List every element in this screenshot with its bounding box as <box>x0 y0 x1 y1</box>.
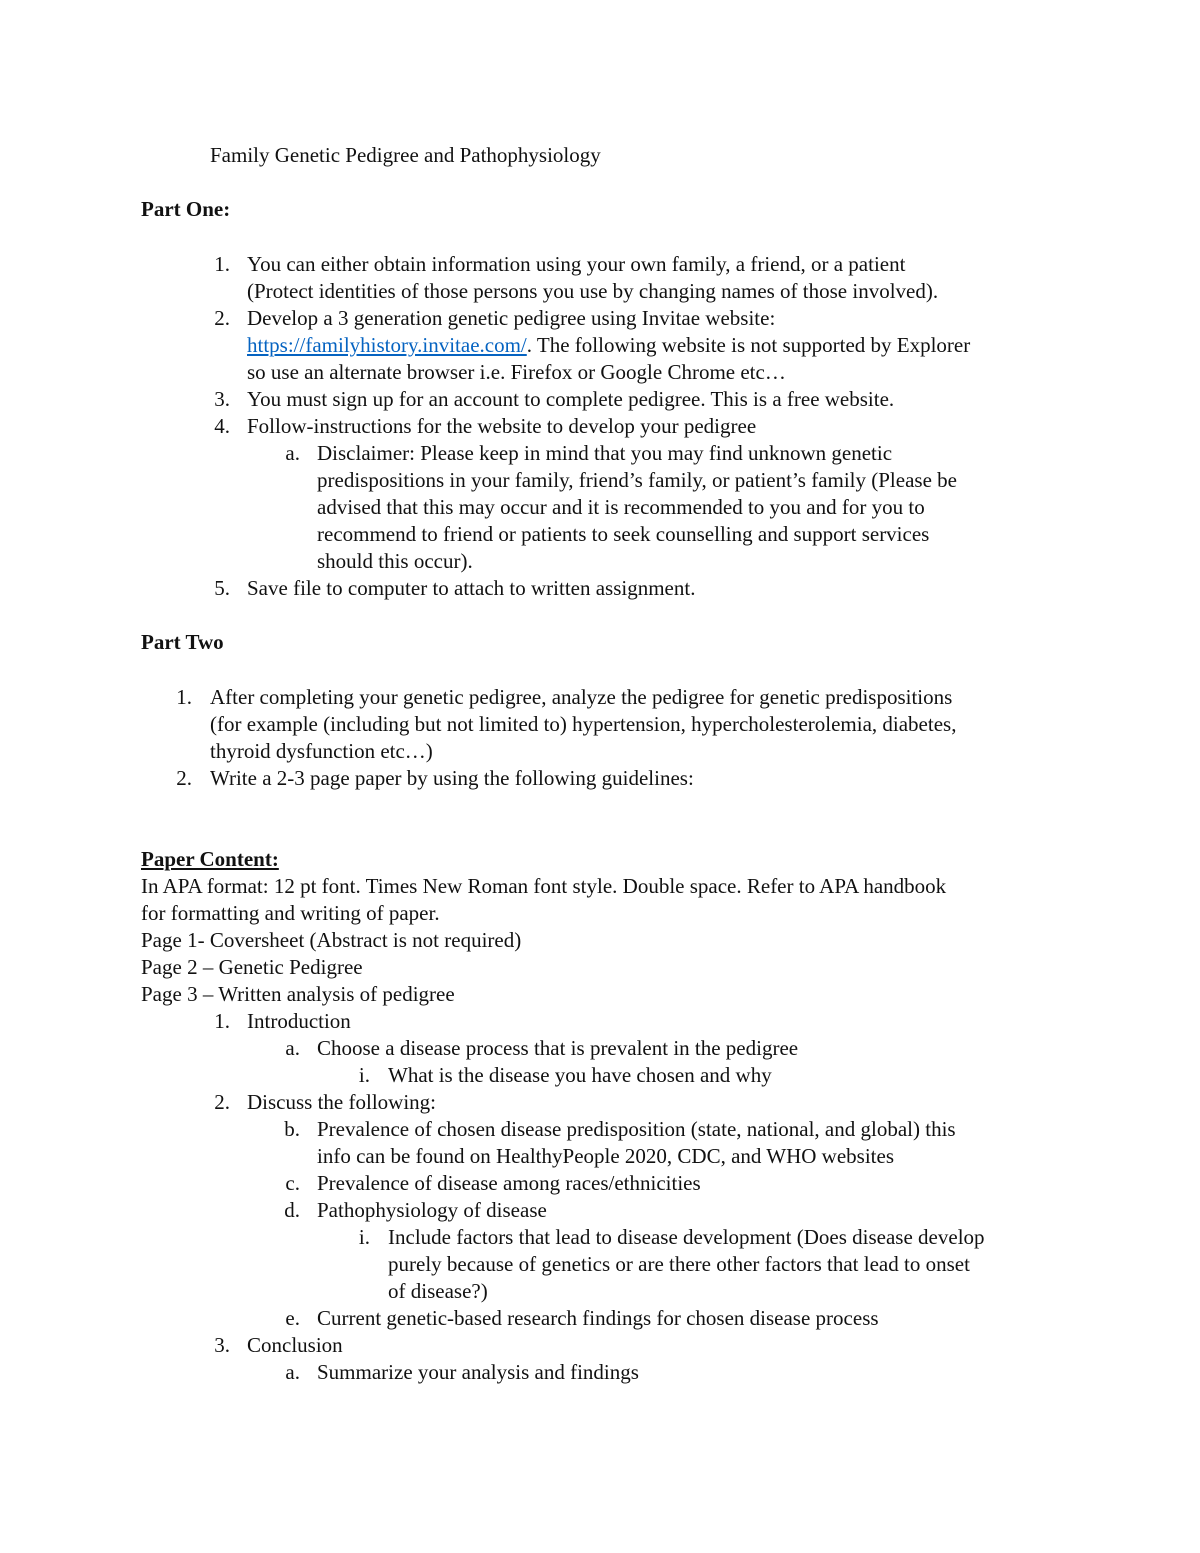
list-item-text: predispositions in your family, friend’s family, or patient’s family (Please be <box>317 468 957 492</box>
link-trailing-text: . The following website is not supported by Explorer <box>526 333 971 357</box>
outline-item: Conclusion <box>247 1333 343 1357</box>
sub-sub-list-numeral: i. <box>358 1063 370 1087</box>
paper-content-heading: Paper Content: <box>141 847 279 871</box>
list-number: 5. <box>214 576 230 600</box>
page-description: Page 3 – Written analysis of pedigree <box>141 982 455 1006</box>
list-item-text: (Protect identities of those persons you use by changing names of those involved). <box>247 279 939 303</box>
outline-item: Prevalence of chosen disease predisposition (state, national, and global) this <box>317 1117 956 1141</box>
format-text: for formatting and writing of paper. <box>141 901 440 925</box>
list-number: 2. <box>214 1090 230 1114</box>
list-item-text: You can either obtain information using your own family, a friend, or a patient <box>247 252 906 276</box>
part-one-heading: Part One: <box>141 197 231 221</box>
sub-list-letter: a. <box>285 441 300 465</box>
outline-item: info can be found on HealthyPeople 2020, CDC, and WHO websites <box>317 1144 895 1168</box>
list-item-text <box>247 332 970 359</box>
sub-list-letter: c. <box>285 1171 300 1195</box>
outline-item: Pathophysiology of disease <box>317 1198 547 1222</box>
outline-item: of disease?) <box>388 1279 488 1303</box>
sub-list-letter: a. <box>285 1360 300 1384</box>
outline-item: Current genetic-based research findings for chosen disease process <box>317 1306 879 1330</box>
outline-item: Choose a disease process that is prevalent in the pedigree <box>317 1036 799 1060</box>
list-item-text: Disclaimer: Please keep in mind that you may find unknown genetic <box>317 441 893 465</box>
sub-sub-list-numeral: i. <box>358 1225 370 1249</box>
part-two-heading: Part Two <box>141 630 224 654</box>
list-number: 2. <box>214 306 230 330</box>
list-number: 1. <box>176 685 192 709</box>
page-description: Page 1- Coversheet (Abstract is not required) <box>141 928 522 952</box>
list-item-text: Save file to computer to attach to written assignment. <box>247 576 696 600</box>
list-item-text: so use an alternate browser i.e. Firefox or Google Chrome etc… <box>247 360 786 384</box>
list-item-text: should this occur). <box>317 549 473 573</box>
outline-item: purely because of genetics or are there other factors that lead to onset <box>388 1252 970 1276</box>
outline-item: What is the disease you have chosen and why <box>388 1063 772 1087</box>
sub-list-letter: e. <box>285 1306 300 1330</box>
list-item-text: (for example (including but not limited to) hypertension, hypercholesterolemia, diabetes, <box>210 712 957 736</box>
outline-item: Prevalence of disease among races/ethnicities <box>317 1171 701 1195</box>
format-text: In APA format: 12 pt font. Times New Roman font style. Double space. Refer to APA handbook <box>141 874 947 898</box>
list-item-text: Follow-instructions for the website to develop your pedigree <box>247 414 757 438</box>
outline-item: Summarize your analysis and findings <box>317 1360 639 1384</box>
list-number: 1. <box>214 252 230 276</box>
invitae-link[interactable]: https://familyhistory.invitae.com/ <box>247 333 527 357</box>
list-number: 2. <box>176 766 192 790</box>
list-item-text: thyroid dysfunction etc…) <box>210 739 433 763</box>
list-item-text: After completing your genetic pedigree, analyze the pedigree for genetic predispositions <box>210 685 953 709</box>
outline-item: Discuss the following: <box>247 1090 436 1114</box>
list-number: 4. <box>214 414 230 438</box>
list-item-text: advised that this may occur and it is recommended to you and for you to <box>317 495 925 519</box>
list-number: 1. <box>214 1009 230 1033</box>
list-number: 3. <box>214 387 230 411</box>
document-title: Family Genetic Pedigree and Pathophysiology <box>210 143 601 167</box>
sub-list-letter: a. <box>285 1036 300 1060</box>
list-item-text: recommend to friend or patients to seek counselling and support services <box>317 522 930 546</box>
list-item-text: You must sign up for an account to complete pedigree. This is a free website. <box>247 387 895 411</box>
page-description: Page 2 – Genetic Pedigree <box>141 955 363 979</box>
list-item-text: Write a 2-3 page paper by using the following guidelines: <box>210 766 694 790</box>
outline-item: Introduction <box>247 1009 351 1033</box>
list-item-text: Develop a 3 generation genetic pedigree using Invitae website: <box>247 306 776 330</box>
outline-item: Include factors that lead to disease development (Does disease develop <box>388 1225 985 1249</box>
sub-list-letter: d. <box>284 1198 300 1222</box>
list-number: 3. <box>214 1333 230 1357</box>
sub-list-letter: b. <box>284 1117 300 1141</box>
